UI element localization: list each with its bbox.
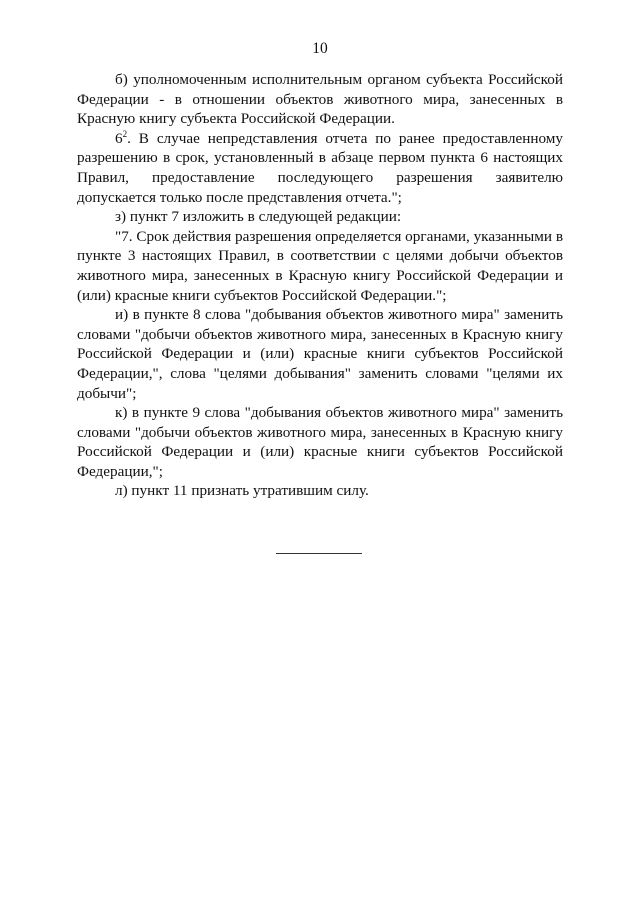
paragraph-k: к) в пункте 9 слова "добывания объектов животного мира" заменить словами "добычи объектов животного мира, занесенных в Красную книгу Российской Федерации и (или) красные книги субъектов Российской Федерации,"; <box>77 404 563 480</box>
document-body <box>77 70 563 501</box>
paragraph-i: и) в пункте 8 слова "добывания объектов животного мира" заменить словами "добычи объектов животного мира, занесенных в Красную книгу Российской Федерации и (или) красные книги субъектов Российской Федерации,", слова "целями добывания" заменить словами "целями их добычи"; <box>77 306 563 402</box>
paragraph-number: 6 <box>115 129 123 147</box>
paragraph-b: б) уполномоченным исполнительным органом субъекта Российской Федерации - в отношении объектов животного мира, занесенных в Красную книгу субъекта Российской Федерации. <box>77 71 563 128</box>
paragraph-l: л) пункт 11 признать утратившим силу. <box>115 482 369 500</box>
page-number: 10 <box>312 40 328 57</box>
paragraph-z: з) пункт 7 изложить в следующей редакции: <box>115 208 402 226</box>
end-divider <box>276 553 362 554</box>
paragraph-6-2-text: . В случае непредставления отчета по ранее предоставленному разрешению в срок, установленный в абзаце первом пункта 6 настоящих Правил, предоставление последующего разрешения заявителю допускается только после представления отчета."; <box>77 129 563 206</box>
paragraph-number-superscript: 2 <box>122 128 128 139</box>
paragraph-6-2 <box>77 129 563 207</box>
paragraph-7: "7. Срок действия разрешения определяется органами, указанными в пункте 3 настоящих Правил, в соответствии с целями добычи объектов животного мира, занесенных в Красную книгу Российской Федерации и (или) красные книги субъектов Российской Федерации."; <box>77 227 563 304</box>
